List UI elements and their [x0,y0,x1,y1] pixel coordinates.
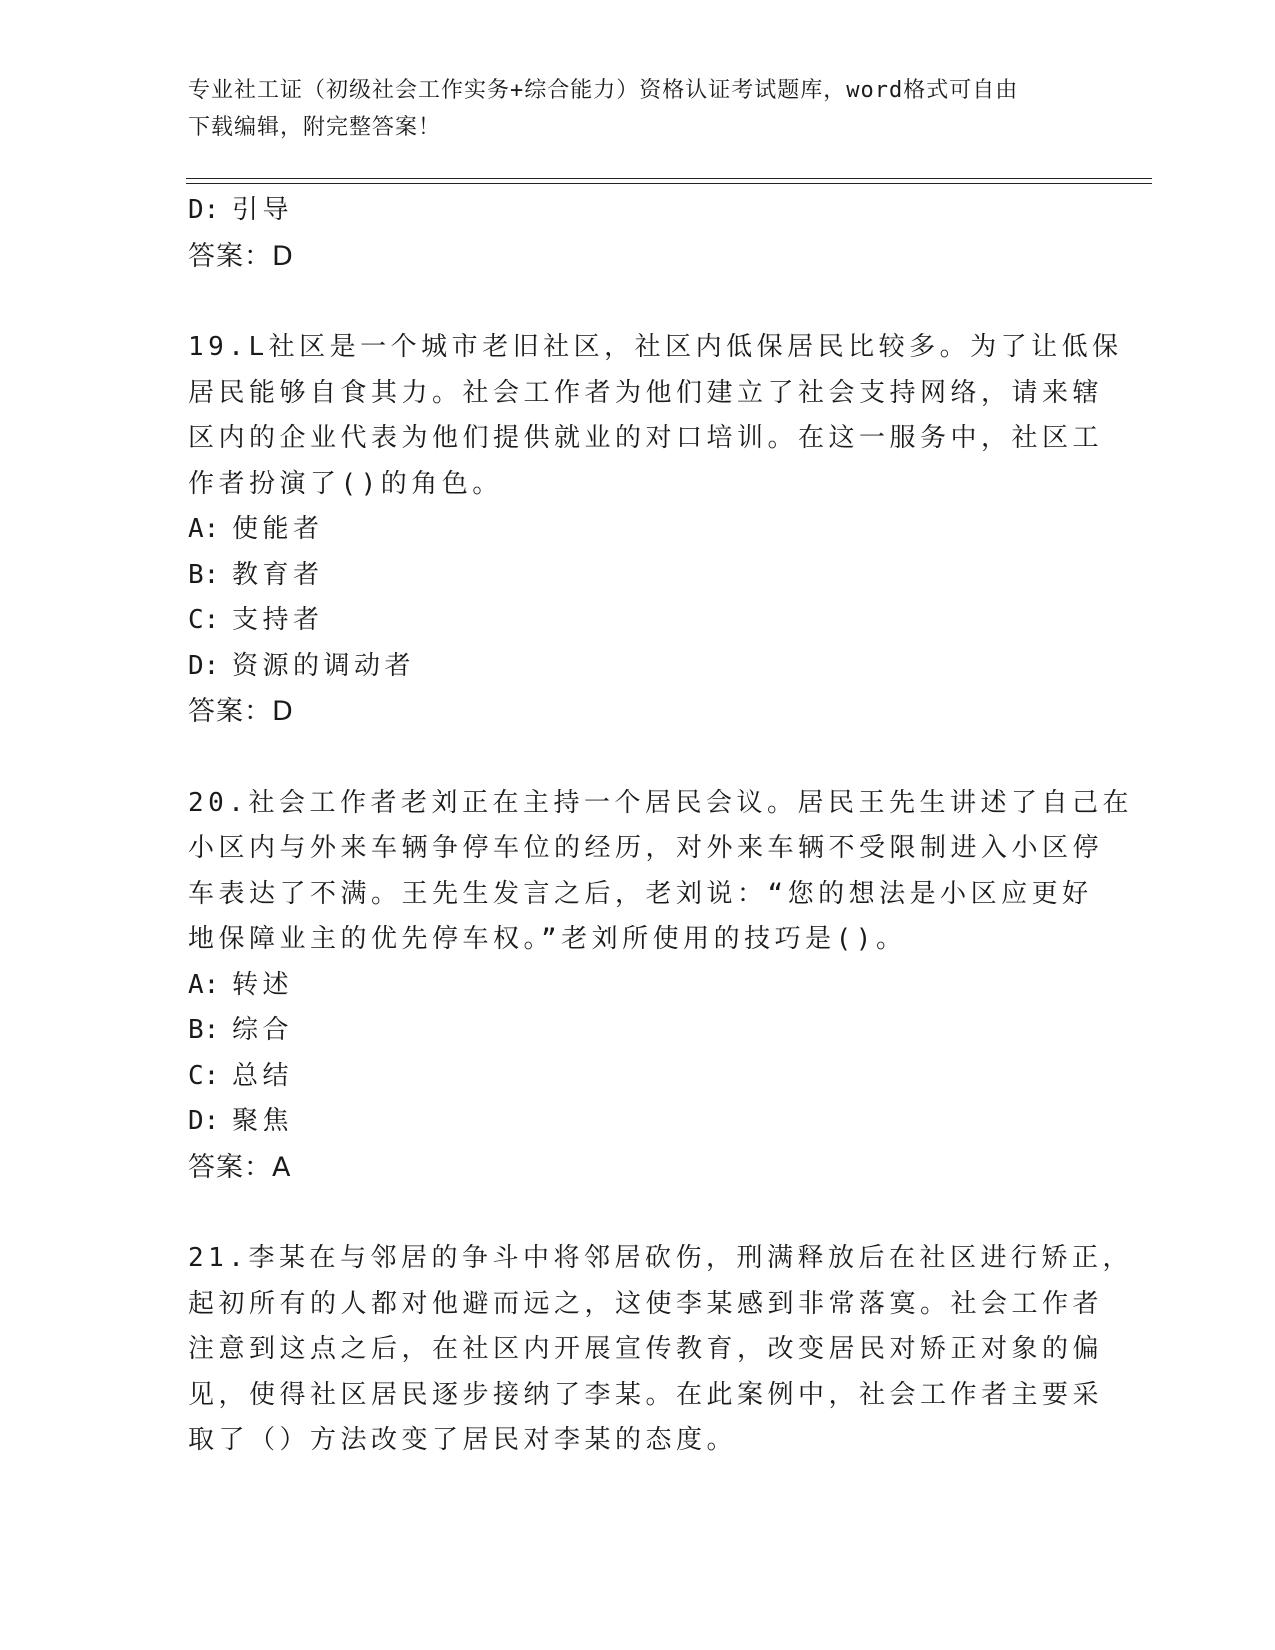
option-text: 使能者 [232,514,324,544]
question-text-line: 作者扮演了()的角色。 [188,468,503,499]
page-header [188,72,1088,146]
question-19 [188,325,1123,735]
question-text-line: 20.社会工作者老刘正在主持一个居民会议。居民王先生讲述了自己在 [188,787,1133,818]
question-text-line: 区内的企业代表为他们提供就业的对口培训。在这一服务中，社区工 [188,423,1104,453]
option-letter: A: [188,514,220,544]
option-letter: B: [188,1015,220,1045]
option-c [188,598,1068,644]
option-c [188,1054,1068,1100]
option-a [188,507,1068,553]
option-d [188,188,1068,234]
option-letter: C: [188,605,220,635]
question-text-line: 地保障业主的优先停车权。”老刘所使用的技巧是()。 [188,924,907,954]
question-21 [188,1236,1133,1464]
spacer [188,279,1068,325]
option-b [188,553,1068,599]
question-text-line: 居民能够自食其力。社会工作者为他们建立了社会支持网络，请来辖 [188,377,1104,408]
question-text-line: 见，使得社区居民逐步接纳了李某。在此案例中，社会工作者主要采 [188,1379,1104,1410]
option-d [188,1099,1068,1145]
option-text: 支持者 [232,605,324,635]
option-text: 教育者 [232,559,324,590]
question-text-line: 注意到这点之后，在社区内开展宣传教育，改变居民对矫正对象的偏 [188,1334,1104,1364]
option-letter: C: [188,1060,220,1091]
question-text-line: 车表达了不满。王先生发言之后，老刘说：“您的想法是小区应更好 [188,878,1093,909]
option-text: 引导 [232,195,294,225]
question-text-line: 19.L社区是一个城市老旧社区，社区内低保居民比较多。为了让低保 [188,332,1123,362]
header-line-2: 下载编辑，附完整答案！ [188,115,442,140]
spacer [188,1190,1068,1236]
answer-line: 答案：D [188,696,294,727]
question-20 [188,781,1133,1191]
option-letter: A: [188,969,220,1000]
option-text: 资源的调动者 [232,650,416,681]
option-text: 转述 [232,969,294,1000]
option-a [188,963,1068,1009]
question-text-line: 小区内与外来车辆争停车位的经历，对外来车辆不受限制进入小区停 [188,833,1104,863]
option-text: 聚焦 [232,1106,294,1136]
option-d [188,644,1068,690]
spacer [188,735,1068,781]
option-letter: D: [188,195,220,225]
option-letter: B: [188,559,220,590]
header-divider-second [186,183,1152,184]
option-text: 总结 [232,1060,294,1091]
header-line-1: 专业社工证（初级社会工作实务+综合能力）资格认证考试题库，word格式可自由 [188,78,1019,103]
question-text-line: 取了（）方法改变了居民对李某的态度。 [188,1425,738,1455]
option-text: 综合 [232,1015,294,1045]
question-text-line: 起初所有的人都对他避而远之，这使李某感到非常落寞。社会工作者 [188,1288,1104,1319]
option-b [188,1008,1068,1054]
question-18-tail [188,188,1068,279]
option-letter: D: [188,650,220,681]
option-letter: D: [188,1106,220,1136]
document-body [188,188,1133,1464]
header-divider [186,178,1152,179]
question-text-line: 21.李某在与邻居的争斗中将邻居砍伤，刑满释放后在社区进行矫正， [188,1243,1133,1273]
answer-line: 答案：A [188,1151,292,1183]
answer-line: 答案：D [188,240,294,272]
